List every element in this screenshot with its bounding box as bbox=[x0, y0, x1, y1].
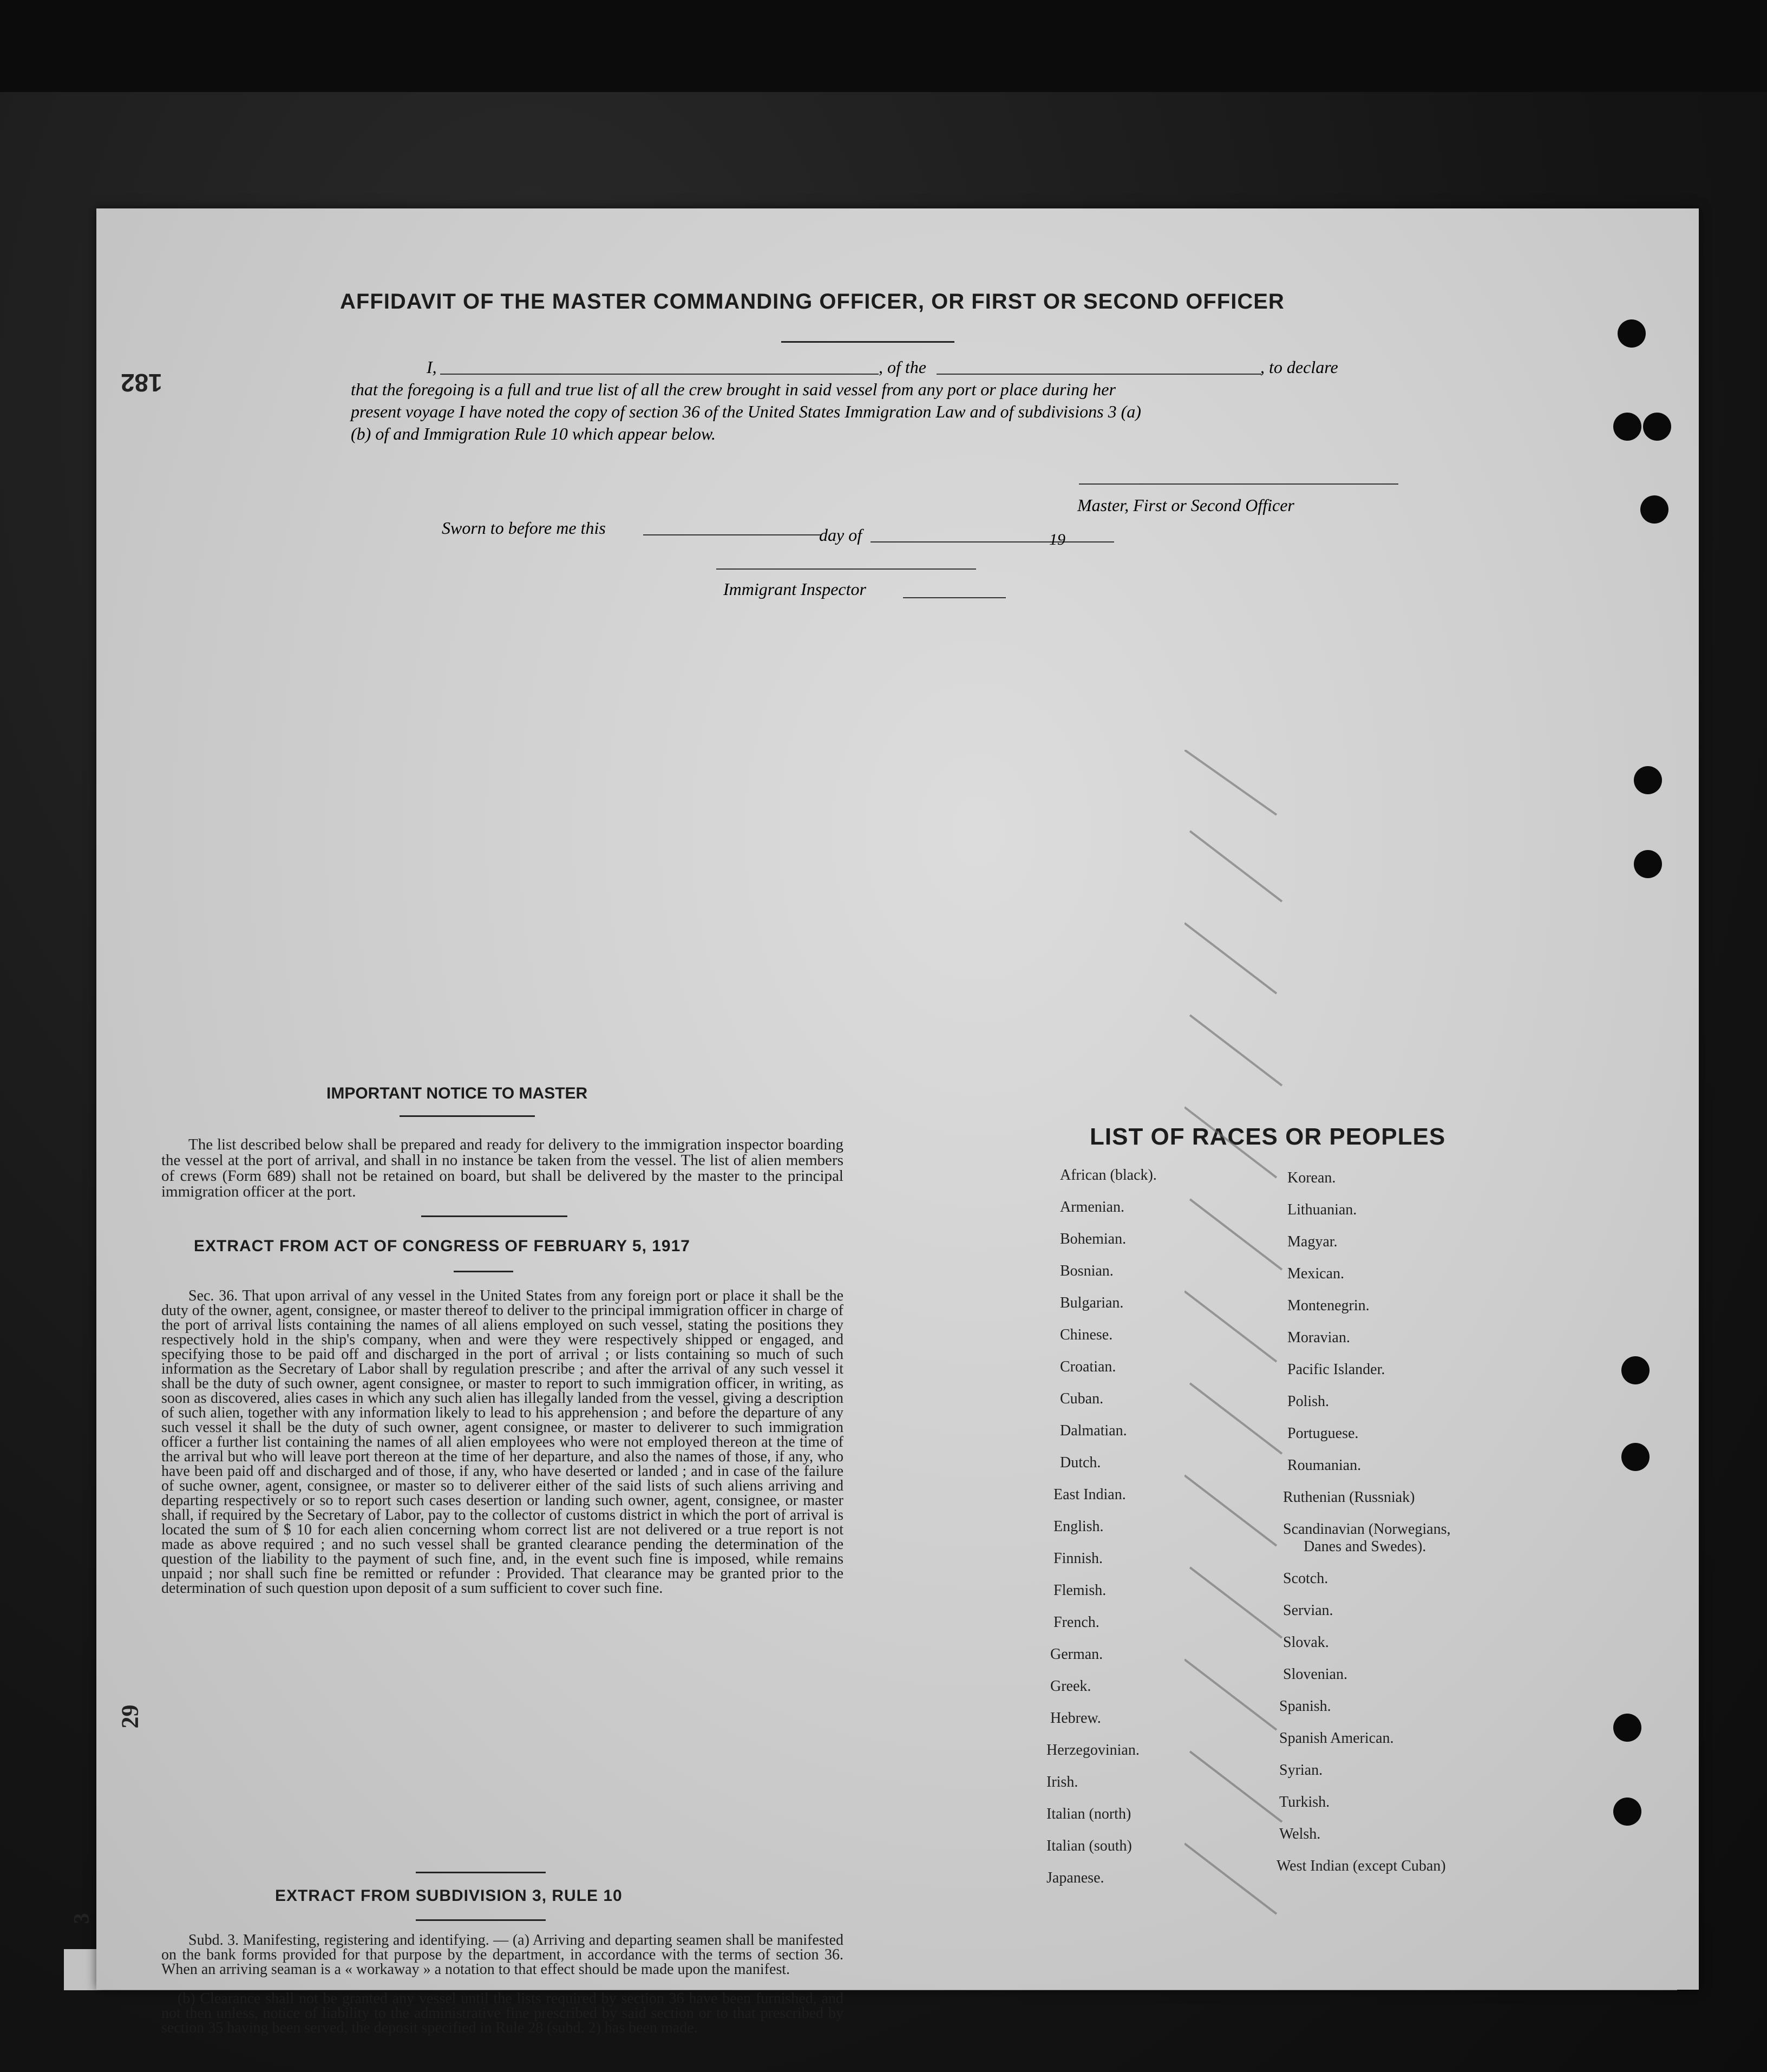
document-page bbox=[96, 208, 1699, 2036]
races-title: LIST OF RACES OR PEOPLES bbox=[1090, 1123, 1446, 1150]
race-item: Danes and Swedes). bbox=[1304, 1538, 1426, 1555]
race-item: Turkish. bbox=[1279, 1794, 1330, 1810]
bottom-left-number: 3 bbox=[69, 1913, 94, 1924]
race-item: Herzegovinian. bbox=[1046, 1742, 1140, 1759]
act-extract-title: EXTRACT FROM ACT OF CONGRESS OF FEBRUARY 5, 1917 bbox=[194, 1237, 690, 1255]
race-item: Irish. bbox=[1046, 1774, 1078, 1790]
left-margin-number: 29 bbox=[116, 1704, 143, 1729]
race-item: Japanese. bbox=[1046, 1870, 1104, 1886]
race-item: Armenian. bbox=[1060, 1199, 1124, 1215]
inspector-blank bbox=[903, 597, 1006, 598]
race-item: Scandinavian (Norwegians, bbox=[1283, 1521, 1451, 1538]
rule-extract-text-b: (b) Clearance shall not be granted any vessel until the lists required by section 36 have been furnished, and not then unless, notice of liability to the administrative fine prescribed by said section or to that prescribed by section 35 having been served, the deposit specified in Rule 28 (subd. 2) has been made. bbox=[161, 1990, 843, 2036]
race-item: Syrian. bbox=[1279, 1762, 1323, 1779]
race-item: Korean. bbox=[1287, 1169, 1336, 1186]
rule-extract-title-rule bbox=[416, 1919, 546, 1921]
race-item: Montenegrin. bbox=[1287, 1297, 1370, 1314]
race-item: Ruthenian (Russniak) bbox=[1283, 1489, 1415, 1506]
affidavit-line-3: present voyage I have noted the copy of section 36 of the United States Immigration Law and of subdivisions 3 (a) bbox=[351, 402, 1141, 421]
punch-hole bbox=[1621, 1443, 1650, 1471]
affidavit-line-2: that the foregoing is a full and true list of all the crew brought in said vessel from any port or place during her bbox=[351, 380, 1116, 399]
race-item: Italian (north) bbox=[1046, 1806, 1131, 1822]
inspector-label: Immigrant Inspector bbox=[723, 579, 866, 599]
race-item: Welsh. bbox=[1279, 1826, 1321, 1842]
race-item: Slovak. bbox=[1283, 1634, 1329, 1651]
punch-hole bbox=[1640, 495, 1668, 524]
master-label: Master, First or Second Officer bbox=[1077, 495, 1294, 515]
name-blank bbox=[440, 374, 879, 375]
race-item: Mexican. bbox=[1287, 1265, 1344, 1282]
master-signature-line bbox=[1079, 483, 1398, 485]
race-item: Dalmatian. bbox=[1060, 1422, 1127, 1439]
race-item: Bulgarian. bbox=[1060, 1295, 1124, 1311]
act-extract-end-rule bbox=[416, 1872, 546, 1873]
rule-extract-title: EXTRACT FROM SUBDIVISION 3, RULE 10 bbox=[275, 1887, 623, 1905]
race-item: Slovenian. bbox=[1283, 1666, 1347, 1683]
punch-hole bbox=[1613, 1714, 1641, 1742]
race-item: Flemish. bbox=[1053, 1582, 1107, 1599]
race-item: East Indian. bbox=[1053, 1486, 1126, 1503]
race-item: Portuguese. bbox=[1287, 1425, 1359, 1442]
sworn-month-blank bbox=[871, 541, 1114, 542]
race-item: Servian. bbox=[1283, 1602, 1333, 1619]
race-item: Magyar. bbox=[1287, 1233, 1338, 1250]
day-of-label: day of bbox=[819, 525, 862, 545]
affidavit-to-declare: , to declare bbox=[1260, 357, 1338, 377]
race-item: Chinese. bbox=[1060, 1326, 1113, 1343]
year-prefix: 19 bbox=[1049, 531, 1065, 548]
punch-hole bbox=[1634, 850, 1662, 878]
race-item: Greek. bbox=[1050, 1678, 1091, 1695]
act-extract-text: Sec. 36. That upon arrival of any vessel in the United States from any foreign port or place it shall be the duty of the owner, agent, consignee, or master thereof to deliver to the principal immigration officer in charge of the port of arrival lists containing the names of all aliens employed on such vessel, stating the positions they respectively hold in the ship's company, when and were they were respectively shipped or engaged, and specifying those to be paid off and discharged in the port of arrival ; or lists containing so much of such information as the Secretary of Labor shall by regulation prescribe ; and after the arrival of any such vessel it shall be the duty of such owner, agent consignee, or master to report to such immigration officer, in writing, as soon as discovered, alies cases in which any such alien has illegally landed from the vessel, giving a description of such alien, together with any information likely to lead to his apprehension ; and before the departure of any such vessel it shall be the duty of such owner, agent consignee, or master to deliverer to such immigration officer a further list containing the names of all alien employees who were not employed thereon at the time of the arrival but who will leave port thereon at the time of her departure, and also the names of those, if any, who have been paid off and discharged and of those, if any, who have deserted or landed ; and in case of the failure of suche owner, agent, consignee, or master so to deliverer either of the said lists of such aliens arriving and departing respectively or so to report such cases desertion or landing such owner, agent, consignee, or master shall, if required by the Secretary of Labor, pay to the collector of customs district in which the port of arrival is located the sum of $ 10 for each alien concerning whom correct list are not delivered or a true report is not made as above required ; and no such vessel shall be granted clearance pending the determination of the question of the liability to the payment of such fine, and, in the event such fine is imposed, while remains unpaid ; nor shall such fine be remitted or refunder : Provided. That clearance may be granted prior to the determination of such question upon deposit of a sum sufficient to cover such fine. bbox=[161, 1287, 843, 1597]
rule-extract-text-a: Subd. 3. Manifesting, registering and identifying. — (a) Arriving and departing seamen shall be manifested on the bank forms provided for that purpose by the department, in accordance with the terms of section 36. When an arriving seaman is a « workaway » a notation to that effect should be made upon the manifest. bbox=[161, 1932, 843, 1978]
punch-hole bbox=[1613, 1798, 1641, 1826]
affidavit-i: I, bbox=[427, 357, 437, 377]
race-item: German. bbox=[1050, 1646, 1103, 1663]
race-item: African (black). bbox=[1060, 1167, 1157, 1184]
act-extract-title-rule bbox=[454, 1271, 513, 1272]
race-item: Spanish American. bbox=[1279, 1730, 1394, 1747]
race-item: English. bbox=[1053, 1518, 1104, 1535]
race-item: Scotch. bbox=[1283, 1570, 1328, 1587]
race-item: Spanish. bbox=[1279, 1698, 1331, 1715]
notice-text: The list described below shall be prepared and ready for delivery to the immigration inspector boarding the vessel at the port of arrival, and shall in no instance be taken from the vessel. The list of alien members of crews (Form 689) shall not be retained on board, but shall be delivered by the master to the principal immigration officer at the port. bbox=[161, 1136, 843, 1200]
race-item: Bohemian. bbox=[1060, 1231, 1127, 1247]
race-item: Croatian. bbox=[1060, 1358, 1116, 1375]
vessel-blank bbox=[937, 374, 1261, 375]
notice-end-rule bbox=[421, 1215, 567, 1217]
scanner-top-band bbox=[0, 0, 1767, 92]
punch-hole bbox=[1618, 319, 1646, 348]
notice-title: IMPORTANT NOTICE TO MASTER bbox=[326, 1084, 588, 1102]
race-item: Cuban. bbox=[1060, 1390, 1104, 1407]
race-item: Bosnian. bbox=[1060, 1263, 1114, 1279]
race-item: Italian (south) bbox=[1046, 1838, 1132, 1854]
affidavit-title: AFFIDAVIT OF THE MASTER COMMANDING OFFICER, OR FIRST OR SECOND OFFICER bbox=[340, 290, 1285, 313]
pencil-strokes bbox=[1184, 750, 1304, 2049]
affidavit-of-the: , of the bbox=[879, 357, 926, 377]
race-item: Lithuanian. bbox=[1287, 1201, 1357, 1218]
page-number-rotated: 182 bbox=[121, 369, 162, 397]
race-item: Pacific Islander. bbox=[1287, 1361, 1385, 1378]
notice-title-rule bbox=[400, 1115, 535, 1117]
race-item: Dutch. bbox=[1060, 1454, 1101, 1471]
punch-hole bbox=[1634, 766, 1662, 794]
sworn-label: Sworn to before me this bbox=[442, 518, 606, 538]
punch-hole bbox=[1613, 413, 1641, 441]
race-item: French. bbox=[1053, 1614, 1100, 1631]
race-item: Polish. bbox=[1287, 1393, 1330, 1410]
race-item: Finnish. bbox=[1053, 1550, 1103, 1567]
race-item: Moravian. bbox=[1287, 1329, 1350, 1346]
punch-hole bbox=[1643, 413, 1671, 441]
sworn-day-blank bbox=[643, 534, 822, 535]
race-item: Roumanian. bbox=[1287, 1457, 1362, 1474]
race-item: Hebrew. bbox=[1050, 1710, 1101, 1727]
affidavit-title-rule bbox=[781, 341, 954, 343]
punch-hole bbox=[1621, 1356, 1650, 1384]
inspector-signature-line bbox=[716, 568, 976, 570]
affidavit-line-4: (b) of and Immigration Rule 10 which appear below. bbox=[351, 424, 716, 443]
race-item: West Indian (except Cuban) bbox=[1277, 1858, 1446, 1874]
